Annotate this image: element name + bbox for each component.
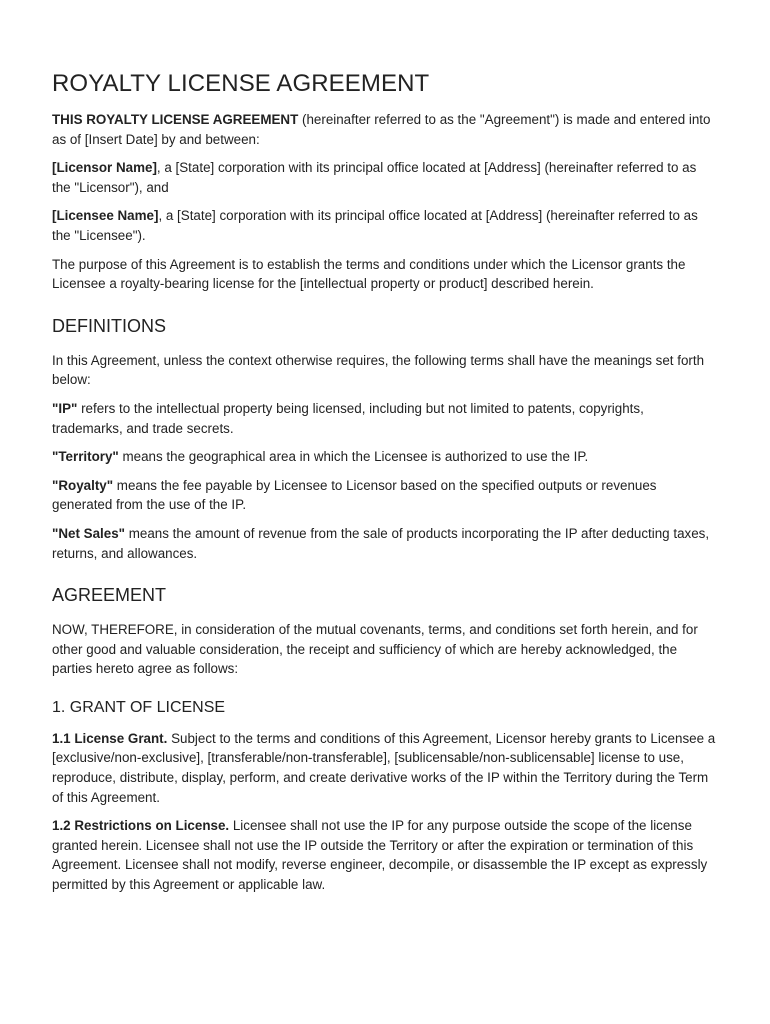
- licensor-text: , a [State] corporation with its principal office located at [Address] (hereinafter referred to as the "Licensor"), and: [52, 160, 697, 195]
- clause-label: 1.2 Restrictions on License.: [52, 818, 230, 834]
- definition-text: means the fee payable by Licensee to Licensor based on the specified outputs or revenues generated from the use of the IP.: [52, 477, 657, 513]
- intro-lead-bold: THIS ROYALTY LICENSE AGREEMENT: [52, 112, 299, 127]
- definition-item: [52, 399, 718, 438]
- definition-text: means the geographical area in which the Licensee is authorized to use the IP.: [118, 449, 589, 465]
- definition-term: "Royalty": [52, 477, 114, 493]
- definition-text: means the amount of revenue from the sale of products incorporating the IP after deducting taxes, returns, and allowances.: [52, 525, 710, 561]
- grant-heading: 1. GRANT OF LICENSE: [52, 698, 226, 716]
- intro-lead-text: (hereinafter referred to as the "Agreement") is made and entered into as of [Insert Date] by and between:: [52, 112, 711, 147]
- clause-text: Subject to the terms and conditions of this Agreement, Licensor hereby grants to Licensee a [exclusive/non-exclusive], [transferable/non-transferable], [sublicensable/non-sublicensable] license to use, reproduce, distribute, display, perform, and create derivative works of the IP within the Territory during the Term of this Agreement.: [52, 730, 716, 805]
- definitions-heading: DEFINITIONS: [52, 315, 167, 336]
- definition-text: refers to the intellectual property being licensed, including but not limited to patents, copyrights, trademarks, and trade secrets.: [52, 400, 644, 436]
- clause-paragraph: [52, 816, 718, 894]
- clause-label: 1.1 License Grant.: [52, 730, 168, 746]
- intro-paragraph: [52, 110, 718, 149]
- definition-item: [52, 524, 718, 563]
- document-title: ROYALTY LICENSE AGREEMENT: [52, 70, 430, 97]
- definition-term: "Territory": [52, 449, 119, 465]
- definition-term: "IP": [52, 400, 78, 416]
- clause-text: Licensee shall not use the IP for any purpose outside the scope of the license granted herein. Licensee shall not use the IP outside the Territory or after the expiration or termination of this Agreement. Licensee shall not modify, reverse engineer, decompile, or disassemble the IP except as expressly permitted by this Agreement or applicable law.: [52, 818, 708, 893]
- purpose-paragraph: The purpose of this Agreement is to establish the terms and conditions under which the Licensor grants the Licensee a royalty-bearing license for the [intellectual property or product] described herein.: [52, 256, 686, 292]
- licensee-paragraph: [52, 206, 718, 245]
- licensee-text: , a [State] corporation with its principal office located at [Address] (hereinafter referred to as the "Licensee").: [52, 208, 698, 243]
- agreement-paragraph: NOW, THEREFORE, in consideration of the mutual covenants, terms, and conditions set forth herein, and for other good and valuable consideration, the receipt and sufficiency of which are hereby acknowledged, the parties hereto agree as follows:: [52, 622, 698, 677]
- definition-term: "Net Sales": [52, 525, 125, 541]
- definition-item: [52, 476, 718, 515]
- definition-item: [52, 447, 718, 467]
- agreement-heading: AGREEMENT: [52, 585, 167, 606]
- licensor-name: [Licensor Name]: [52, 160, 157, 176]
- licensor-paragraph: [52, 158, 718, 197]
- licensee-name: [Licensee Name]: [52, 208, 159, 224]
- clause-paragraph: [52, 729, 718, 807]
- definitions-intro: In this Agreement, unless the context otherwise requires, the following terms shall have the meanings set forth below:: [52, 352, 705, 388]
